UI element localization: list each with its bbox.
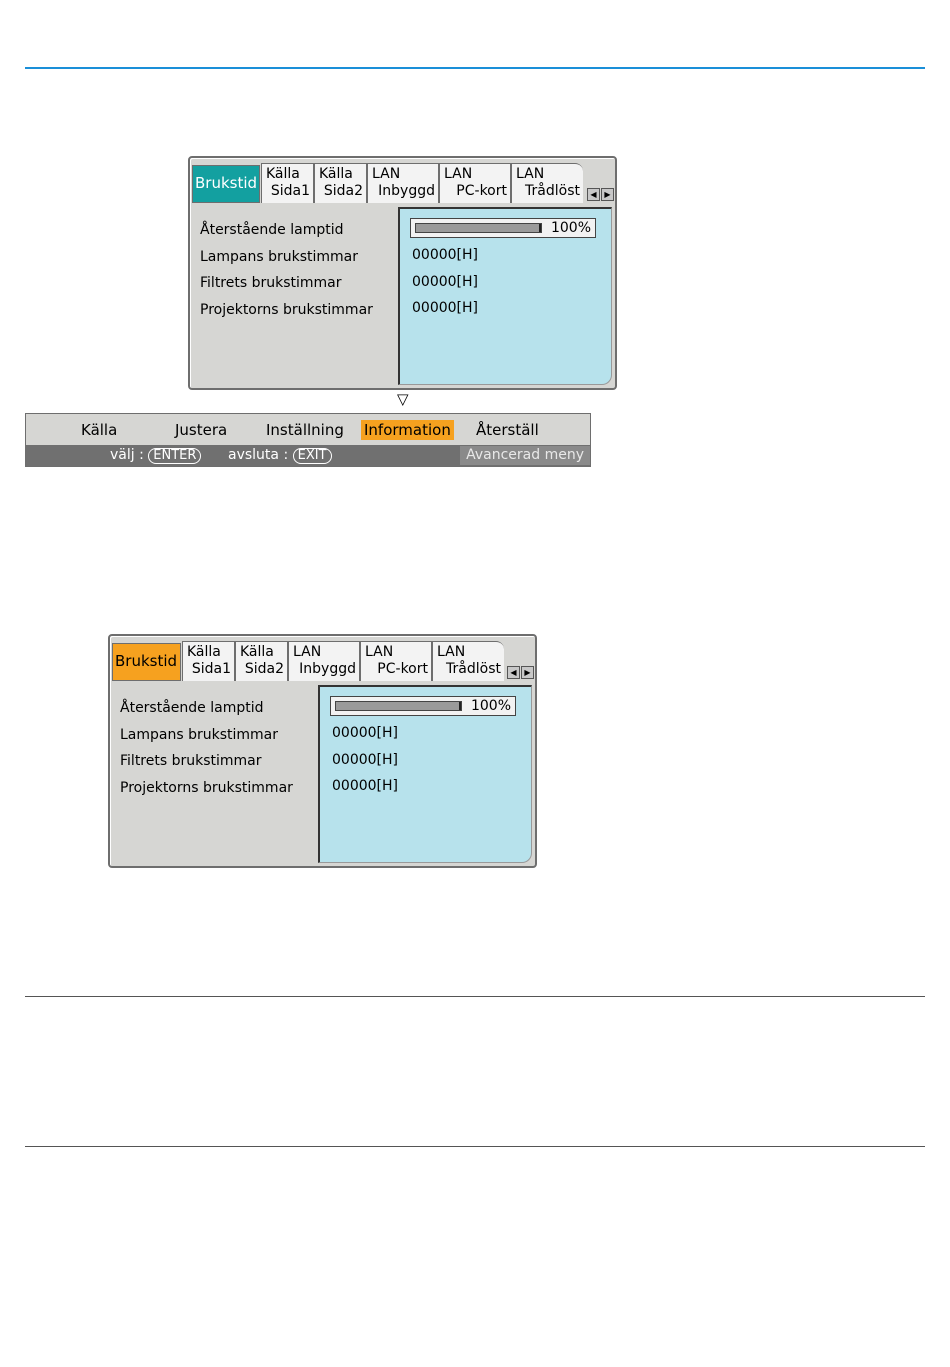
value-box — [398, 207, 612, 385]
status-bar — [26, 445, 590, 466]
tab-label-line2: Inbyggd — [378, 183, 435, 199]
tab-bar — [112, 639, 535, 681]
tab-label-line1: LAN — [516, 166, 545, 182]
info-labels — [200, 220, 373, 326]
label-filter-hours: Filtrets brukstimmar — [200, 275, 342, 291]
tab-label-line1: LAN — [437, 644, 466, 660]
arrow-left-icon[interactable]: ◀ — [507, 666, 520, 679]
tab-label-line1: Källa — [187, 644, 221, 660]
lamp-progress-fill — [416, 224, 541, 232]
lamp-progress-track — [415, 223, 542, 233]
lamp-progress-track — [335, 701, 462, 711]
tab-lan-pc-kort[interactable] — [439, 163, 511, 203]
lamp-progress-bar — [330, 696, 516, 716]
tab-label-line1: LAN — [365, 644, 394, 660]
enter-key-badge: ENTER — [148, 448, 201, 464]
value-lamp-hours: 00000[H] — [412, 247, 478, 263]
arrow-right-icon[interactable]: ▶ — [601, 188, 614, 201]
tab-scroll — [587, 188, 617, 202]
tab-lan-tradlost[interactable] — [432, 641, 504, 681]
tab-label-line2: Sida2 — [244, 661, 284, 677]
menu-item-aterstall[interactable]: Återställ — [476, 421, 539, 439]
info-labels — [120, 698, 293, 804]
label-remaining-lamp: Återstående lamptid — [200, 222, 344, 238]
lamp-progress-bar — [410, 218, 596, 238]
label-filter-hours: Filtrets brukstimmar — [120, 753, 262, 769]
tab-label-line2: Trådlöst — [525, 183, 580, 199]
info-panel-top — [188, 156, 617, 390]
tab-label-line1: Källa — [266, 166, 300, 182]
tab-label-line2: Sida1 — [270, 183, 310, 199]
tab-brukstid[interactable] — [192, 165, 260, 203]
tab-lan-pc-kort[interactable] — [360, 641, 432, 681]
value-lamp-hours: 00000[H] — [332, 725, 398, 741]
label-lamp-hours: Lampans brukstimmar — [200, 248, 359, 265]
lamp-percent: 100% — [550, 220, 591, 236]
tab-lan-inbyggd[interactable] — [367, 163, 439, 203]
tab-label-line1: LAN — [293, 644, 322, 660]
tab-kalla-sida2[interactable] — [235, 641, 288, 681]
value-filter-hours: 00000[H] — [332, 751, 398, 768]
tab-label-line2: Trådlöst — [446, 661, 501, 677]
lamp-percent: 100% — [470, 698, 511, 714]
exit-hint-label: avsluta : — [228, 447, 289, 463]
label-lamp-hours: Lampans brukstimmar — [120, 726, 279, 743]
menu-item-kalla[interactable]: Källa — [81, 421, 118, 439]
tab-label-line2: PC-kort — [456, 183, 507, 199]
info-values — [332, 723, 398, 803]
tab-label-line2: Inbyggd — [299, 661, 356, 677]
tab-label-line1: LAN — [444, 166, 473, 182]
tab-brukstid[interactable] — [112, 643, 181, 681]
exit-hint — [228, 445, 332, 466]
tab-label: Brukstid — [115, 652, 178, 670]
menu-item-installning[interactable]: Inställning — [266, 421, 344, 439]
value-projector-hours: 00000[H] — [412, 300, 478, 316]
tab-kalla-sida2[interactable] — [314, 163, 367, 203]
label-projector-hours: Projektorns brukstimmar — [200, 301, 373, 318]
tab-lan-tradlost[interactable] — [511, 163, 583, 203]
select-hint — [110, 445, 201, 466]
tab-kalla-sida1[interactable] — [182, 641, 235, 681]
section-divider — [25, 996, 925, 997]
label-projector-hours: Projektorns brukstimmar — [120, 779, 293, 796]
value-filter-hours: 00000[H] — [412, 273, 478, 290]
lamp-progress-fill — [336, 702, 461, 710]
tab-label: Brukstid — [195, 174, 258, 192]
tab-label-line2: Sida1 — [191, 661, 231, 677]
tab-lan-inbyggd[interactable] — [288, 641, 360, 681]
main-menu-bar — [25, 413, 591, 467]
arrow-left-icon[interactable]: ◀ — [587, 188, 600, 201]
menu-item-information[interactable]: Information — [361, 420, 454, 440]
label-remaining-lamp: Återstående lamptid — [120, 700, 264, 716]
info-panel-bottom — [108, 634, 537, 868]
tab-bar — [192, 161, 615, 203]
select-hint-label: välj : — [110, 447, 144, 463]
tab-kalla-sida1[interactable] — [261, 163, 314, 203]
arrow-right-icon[interactable]: ▶ — [521, 666, 534, 679]
tab-label-line2: PC-kort — [377, 661, 428, 677]
header-rule — [25, 67, 925, 69]
tab-scroll — [507, 666, 537, 680]
value-projector-hours: 00000[H] — [332, 778, 398, 794]
tab-label-line1: Källa — [319, 166, 353, 182]
value-box — [318, 685, 532, 863]
info-values — [412, 245, 478, 325]
advanced-menu-label[interactable]: Avancerad meny — [460, 446, 590, 465]
tab-label-line1: Källa — [240, 644, 274, 660]
tab-label-line2: Sida2 — [323, 183, 363, 199]
down-arrow-icon: ▽ — [397, 390, 409, 408]
exit-key-badge: EXIT — [293, 448, 332, 464]
section-divider — [25, 1146, 925, 1147]
tab-label-line1: LAN — [372, 166, 401, 182]
menu-item-justera[interactable]: Justera — [175, 421, 228, 439]
